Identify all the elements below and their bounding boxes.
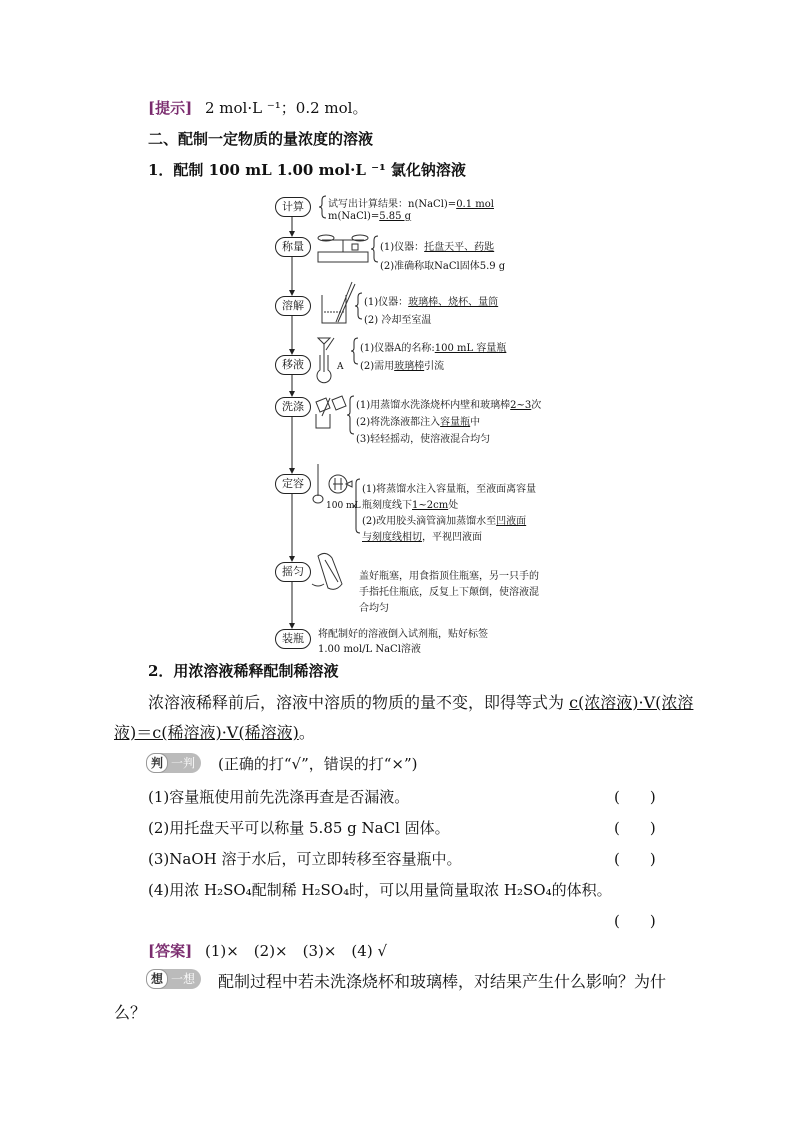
bottle-line-2: 1.00 mol/L NaCl溶液	[318, 644, 421, 655]
judge-item-2-blank: ( )	[614, 819, 656, 837]
answer-tag: [答案]	[148, 942, 193, 960]
judge-item-1: (1)容量瓶使用前先洗涤再查是否漏液。	[148, 788, 410, 806]
transfer-label-a: A	[337, 362, 344, 372]
subsection-heading-1: 1．配制 100 mL 1.00 mol·L ⁻¹ 氯化钠溶液	[148, 161, 466, 179]
step-fix-volume: 定容	[275, 474, 311, 494]
fix-line-4: 与刻度线相切，平视凹液面	[362, 532, 482, 543]
fix-line-2: 瓶刻度线下1~2cm处	[362, 500, 459, 511]
hint-text: 2 mol·L ⁻¹；0.2 mol。	[204, 99, 368, 117]
bottle-line-1: 将配制好的溶液倒入试剂瓶，贴好标签	[318, 629, 488, 640]
transfer-flask-icon	[317, 338, 334, 383]
wash-line-1: (1)用蒸馏水洗涤烧杯内壁和玻璃棒2~3次	[356, 400, 542, 411]
subsection-heading-2: 2．用浓溶液稀释配制稀溶液	[148, 662, 339, 680]
step-bottle: 装瓶	[275, 629, 311, 649]
step-wash: 洗涤	[275, 397, 311, 417]
think-badge: 想 一想	[146, 969, 201, 989]
section-heading: 二、配制一定物质的量浓度的溶液	[148, 130, 374, 148]
judge-badge: 判 一判	[146, 753, 201, 773]
fix-line-3: (2)改用胶头滴管滴加蒸馏水至凹液面	[362, 516, 527, 527]
think-line-1: 配制过程中若未洗涤烧杯和玻璃棒，对结果产生什么影响？为什	[218, 972, 667, 991]
hint-tag: [提示]	[148, 99, 193, 117]
judge-item-3: (3)NaOH 溶于水后，可立即转移至容量瓶中。	[148, 850, 462, 868]
step-dissolve: 溶解	[275, 296, 311, 316]
shake-line-1: 盖好瓶塞，用食指顶住瓶塞，另一只手的	[359, 571, 539, 582]
step-calculate: 计算	[275, 197, 311, 217]
fix-line-1: (1)将蒸馏水注入容量瓶，至液面离容量	[362, 484, 537, 495]
step-shake: 摇匀	[275, 562, 311, 582]
answer-line	[148, 940, 387, 961]
judge-item-3-blank: ( )	[614, 850, 656, 868]
transfer-line-2: (2)需用玻璃棒引流	[360, 361, 445, 372]
judge-item-2: (2)用托盘天平可以称量 5.85 g NaCl 固体。	[148, 819, 450, 837]
think-line-2: 么？	[114, 1003, 147, 1022]
step-transfer: 移液	[275, 355, 311, 375]
dilution-paragraph-line-2: 液)＝c(稀溶液)·V(稀溶液)。	[114, 723, 315, 742]
calc-line-1: 试写出计算结果：n(NaCl)=0.1 mol	[328, 199, 494, 210]
shake-line-2: 手指托住瓶底，反复上下颠倒，使溶液混	[359, 587, 539, 598]
transfer-line-1: (1)仪器A的名称:100 mL 容量瓶	[360, 343, 507, 354]
dissolve-line-1: (1)仪器：玻璃棒、烧杯、量筒	[364, 297, 499, 308]
step-weigh: 称量	[275, 237, 311, 257]
dilution-paragraph-line-1: 浓溶液稀释前后，溶液中溶质的物质的量不变，即得等式为 c(浓溶液)·V(浓溶	[148, 693, 694, 712]
calc-line-2: m(NaCl)=5.85 g	[328, 211, 412, 222]
answer-text: (1)× (2)× (3)× (4) √	[204, 942, 388, 960]
shake-line-3: 合均匀	[359, 603, 389, 614]
fix-flask-label: 100 mL	[326, 501, 361, 511]
judge-item-1-blank: ( )	[614, 788, 656, 806]
dissolve-line-2: (2) 冷却至室温	[364, 315, 432, 326]
wash-icon	[316, 396, 346, 428]
judge-instruction: (正确的打“√”，错误的打“×”)	[218, 755, 418, 773]
volumetric-flask-icon	[313, 464, 352, 503]
weigh-line-1: (1)仪器：托盘天平、药匙	[380, 242, 495, 253]
judge-item-4: (4)用浓 H₂SO₄配制稀 H₂SO₄时，可以用量筒量取浓 H₂SO₄的体积。	[148, 881, 612, 899]
wash-line-2: (2)将洗涤液都注入容量瓶中	[356, 417, 481, 428]
weigh-line-2: (2)准确称取NaCl固体5.9 g	[380, 261, 506, 272]
wash-line-3: (3)轻轻摇动，使溶液混合均匀	[356, 434, 491, 445]
judge-item-4-blank: ( )	[614, 912, 656, 930]
shake-icon	[312, 553, 342, 589]
balance-icon	[318, 235, 368, 262]
beaker-icon	[322, 282, 355, 323]
